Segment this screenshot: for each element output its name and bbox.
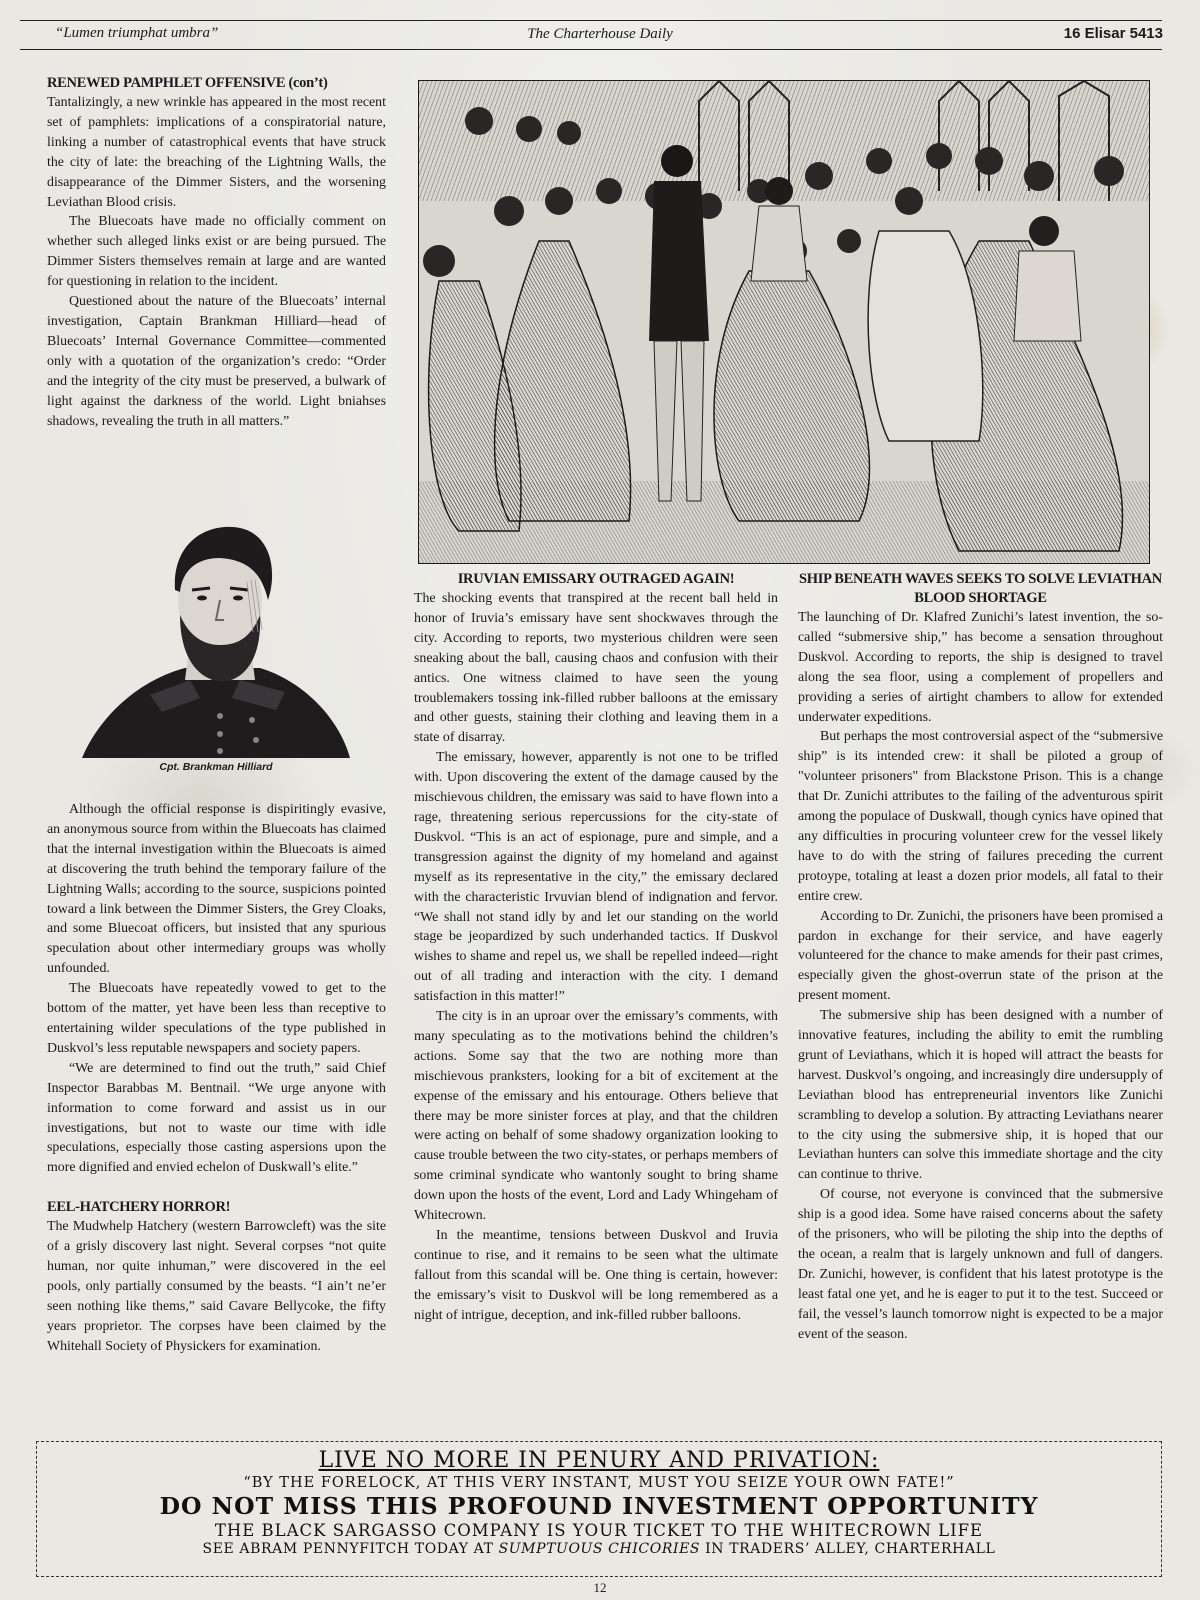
issue-date: 16 Elisar 5413 [1063,25,1163,42]
article-paragraph: Although the official response is dispiritingly evasive, an anonymous source from within the Bluecoats has claimed that the internal investigation within the Bluecoats is aimed at discovering the truth behind the temporary failure of the Lightning Walls; according to the source, suspicions pointed toward a link between the Dimmer Sisters, the Grey Cloaks, and some Bluecoat officers, but insisted that any spurious speculation about other intermediary groups was wholly unfounded. [47,802,386,977]
ad-line-2: “BY THE FORELOCK, AT THIS VERY INSTANT, MUST YOU SEIZE YOUR OWN FATE!” [243,1475,955,1491]
advertisement-box [36,1441,1162,1577]
article-iruvian-emissary [414,570,778,1326]
article-paragraph: The Bluecoats have repeatedly vowed to get to the bottom of the matter, yet have been less than receptive to entertaining wilder speculations of the type published in Duskvol’s less reputable newspapers and society papers. [47,981,386,1056]
article-paragraph: But perhaps the most controversial aspect of the “submersive ship” is its intended crew: it shall be piloted a group of "volunteer prisoners" from Blackstone Prison. This is a change that Dr. Zunichi attributes to the failing of the adventurous spirit among the populace of Duskwall, though cynics have opined that any difficulties in procuring volunteer crew for the vessel likely have to do with the string of failures preceding the current protoype, totaling at least a dozen prior models, all fatal to their entire crew. [798,729,1163,904]
article-paragraph: According to Dr. Zunichi, the prisoners have been promised a pardon in exchange for their service, and have eagerly volunteered for the chance to make amends for their past crimes, especially given the ghost-overrun state of the prison at the present moment. [798,908,1163,1004]
article-paragraph: Tantalizingly, a new wrinkle has appeared in the most recent set of pamphlets: implications of a conspiratorial nature, linking a number of catastrophical events that have struck the city of late: the breaching of the Lightning Walls, the disappearance of the Dimmer Sisters, and the worsening Leviathan Blood crisis. [47,95,386,210]
headline-iruvian-emissary: IRUVIAN EMISSARY OUTRAGED AGAIN! [457,571,735,587]
ad-venue-name: SUMPTUOUS CHICORIES [498,1541,701,1557]
headline-eel-hatchery: EEL-HATCHERY HORROR! [47,1199,231,1216]
article-paragraph: The Mudwhelp Hatchery (western Barrowcleft) was the site of a grisly discovery last night. Several corpses “not quite human, nor quite inhuman,” were discovered in the eel pools, only partially consumed by the beasts. “I ain’t ne’er seen nothing like thems,” said Cavare Bellycoke, the fifty years proprietor. The corpses have been claimed by the Whitehall Society of Physickers for examination. [47,1219,386,1354]
article-submersive-ship [798,570,1163,1345]
article-paragraph: The city is in an uproar over the emissary’s comments, with many speculating as to the motivations behind the children’s actions. Some say that the two are nothing more than mischievous pranksters, looking for a bit of excitement at the expense of the emissary and his entourage. Others believe that there may be more sinister forces at play, and that the children were acting on behalf of some shadowy organization looking to cause trouble between the two city-states, or perhaps members of some criminal syndicate who wantonly sought to bring shame down upon the hosts of the event, Lord and Lady Whingeham of Whitecrown. [414,1009,778,1224]
header-top-rule [20,20,1162,21]
ad-line-5-start: SEE ABRAM PENNYFITCH TODAY AT [202,1541,499,1557]
article-paragraph: The shocking events that transpired at the recent ball held in honor of Iruvia’s emissary have sent shockwaves through the city. According to reports, two mysterious children were seen sneaking about the ball, causing chaos and confusion with their antics. One witness claimed to have seen the young troublemakers tossing ink-filled rubber balloons at the emissary and other guests, staining their clothing and leaving them in a state of disarray. [414,591,778,746]
paper-motto: “Lumen triumphat umbra” [55,25,219,41]
article-paragraph: Questioned about the nature of the Bluecoats’ internal investigation, Captain Brankman Hilliard—head of Bluecoats’ Internal Governance Committee—commented only with a quotation of the organization’s credo: “Order and the integrity of the city must be preserved, a bulwark of light against the darkness of the world. Light bniahses shadows, revealing the truth in all matters.” [47,294,386,429]
article-paragraph: The submersive ship has been designed with a number of innovative features, including the ability to emit the rumbling grunt of Leviathans, which it is hoped will attract the beasts for harvest. Duskvol’s ongoing, and increasingly dire undersupply of Leviathan blood has entrepreneurial inventors like Zunichi scrambling to develop a solution. By attracting Leviathans nearer to the city using the submersive ship, it is hoped that our Leviathan hunters can solve this immediate shortage and the city can continue to thrive. [798,1008,1163,1183]
article-paragraph: The Bluecoats have made no officially comment on whether such alleged links exist or are being pursued. The Dimmer Sisters themselves remain at large and are wanted for questioning in relation to the incident. [47,214,386,290]
portrait-illustration [80,520,352,758]
article-paragraph: In the meantime, tensions between Duskvol and Iruvia continue to rise, and it remains to be seen what the ultimate fallout from this scandal will be. One thing is certain, however: the emissary’s visit to Duskvol will be long remembered as a night of intrigue, deception, and ink-filled rubber balloons. [414,1228,778,1323]
article-pamphlet-offensive [47,74,386,431]
page-number: 12 [593,1580,607,1595]
article-paragraph: Of course, not everyone is convinced that the submersive ship is a good idea. Some have raised concerns about the safety of the prisoners, who will be piloting the ship into the depths of the ocean, a realm that is largely unknown and full of dangers. Dr. Zunichi, however, is confident that his latest prototype is the least fatal one yet, and he is eager to put it to the test. Succeed or fail, the vessel’s launch tomorrow night is expected to be a major event of the season. [798,1187,1163,1342]
headline-submersive-ship: SHIP BENEATH WAVES SEEKS TO SOLVE LEVIATHAN BLOOD SHORTAGE [799,571,1162,606]
ad-line-4: THE BLACK SARGASSO COMPANY IS YOUR TICKET TO THE WHITECROWN LIFE [214,1521,984,1540]
header-bottom-rule [20,49,1162,50]
ad-line-5 [37,1541,1161,1557]
article-paragraph: The launching of Dr. Klafred Zunichi’s latest invention, the so-called “submersive ship,” has become a sensation throughout Duskvol. According to reports, the ship is designed to travel along the sea floor, using a complement of propellers and providing a series of airtight chambers to allow for extended underwater expeditions. [798,610,1163,725]
article-paragraph: The emissary, however, apparently is not one to be trifled with. Upon discovering the extent of the damage caused by the mischievous children, the emissary was said to have flown into a rage, threatening serious repercussions for the city-state of Duskvol. “This is an act of espionage, pure and simple, and a transgression against the dignity of my homeland and against myself as its representative in the city,” the emissary declared with the characteristic Irvuvian blend of indignation and fervor. “We shall not stand idly by and let our standing on the world stage be jeopardized by such underhanded tactics. If Duskvol wishes to shame and repel us, we shall be repelled indeed—right out of all trading and interaction with the city. I demand satisfaction in this matter!” [414,750,778,1005]
portrait-caption: Cpt. Brankman Hilliard [159,761,273,773]
article-paragraph: “We are determined to find out the truth,” said Chief Inspector Barabbas M. Bentnail. “We urge anyone with information to come forward and assist us in our investigations, but not to waste our time with idle speculations, especially those casting aspersions upon the more dignified and envied echelon of Duskwall’s elite.” [47,1060,386,1176]
headline-pamphlet-offensive: RENEWED PAMPHLET OFFENSIVE (con’t) [47,75,328,91]
ad-line-1: LIVE NO MORE IN PENURY AND PRIVATION: [318,1448,880,1473]
article-pamphlet-offensive-continued [47,800,386,1357]
ad-line-5-end: IN TRADERS’ ALLEY, CHARTERHALL [700,1541,996,1557]
ad-line-3: DO NOT MISS THIS PROFOUND INVESTMENT OPPORTUNITY [159,1492,1039,1520]
ballroom-illustration [418,80,1150,564]
paper-title: The Charterhouse Daily [527,26,673,42]
